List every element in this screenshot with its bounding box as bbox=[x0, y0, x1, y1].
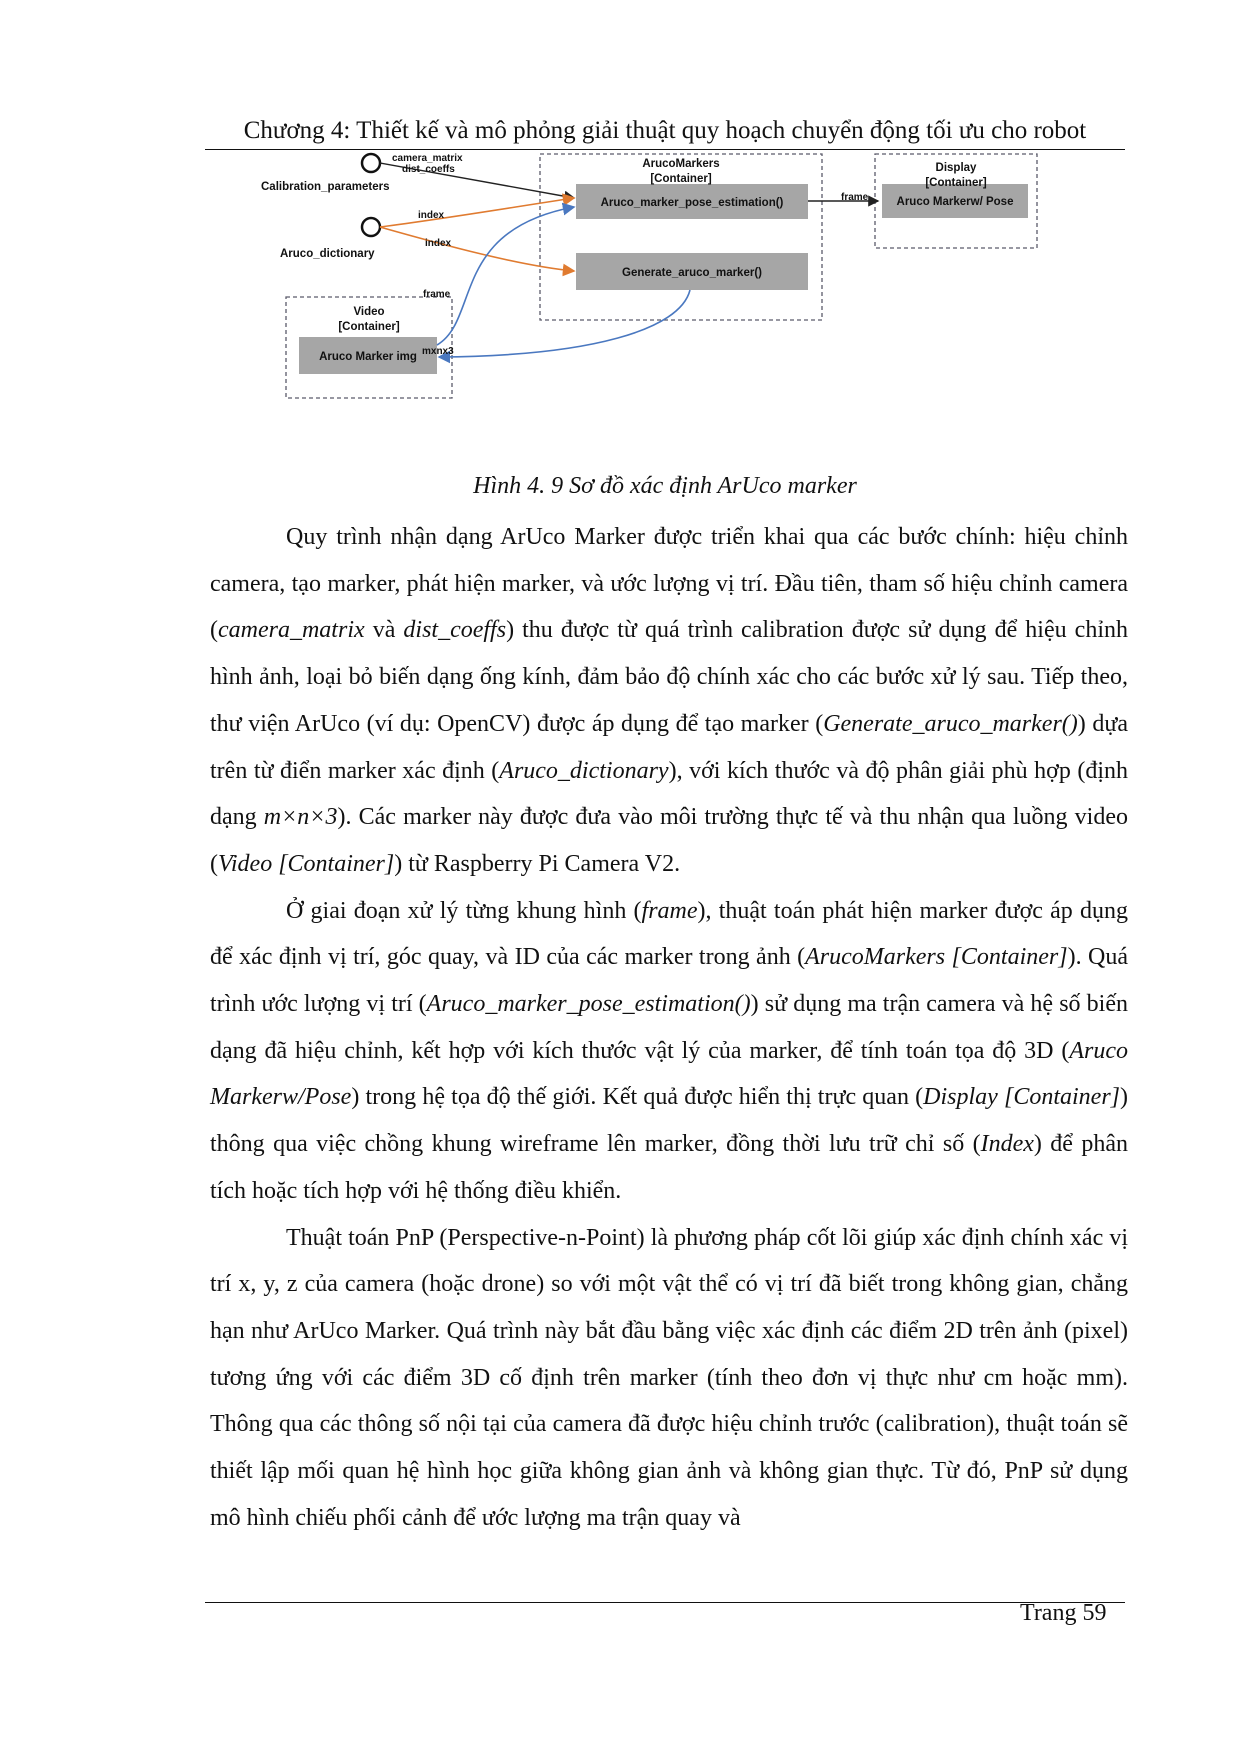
edge-label-frame-display: frame bbox=[841, 192, 869, 203]
frame-arrow-video bbox=[437, 207, 574, 345]
aruco-diagram bbox=[261, 153, 1060, 450]
edge-label-mxnx3: mxnx3 bbox=[422, 346, 454, 357]
calibration-label: Calibration_parameters bbox=[261, 181, 390, 193]
pose-estimation-label: Aruco_marker_pose_estimation() bbox=[600, 197, 784, 209]
edge-label-index-2: index bbox=[425, 238, 452, 249]
edge-label-dist-coeffs: dist_coeffs bbox=[402, 164, 455, 175]
calibration-node bbox=[362, 154, 380, 172]
diagram-svg bbox=[261, 153, 1060, 450]
footer-rule bbox=[205, 1602, 1125, 1603]
figure-caption: Hình 4. 9 Sơ đồ xác định ArUco marker bbox=[473, 473, 857, 499]
generate-marker-label: Generate_aruco_marker() bbox=[622, 267, 762, 279]
display-title: Display bbox=[935, 162, 977, 174]
index-arrow-2 bbox=[380, 227, 574, 271]
video-box-label: Aruco Marker img bbox=[319, 351, 417, 363]
paragraph-3: Thuật toán PnP (Perspective-n-Point) là phương pháp cốt lõi giúp xác định chính xác vị trí x, y, z của camera (hoặc drone) so với một vật thể có vị trí đã biết trong không gian, chẳng hạn như ArUco Marker. Quá trình này bắt đầu bằng việc xác định các điểm 2D trên ảnh (pixel) tương ứng với các điểm 3D cố định trên marker (tính theo đơn vị thực như cm hoặc mm). Thông qua các thông số nội tại của camera đã được hiệu chỉnh trước (calibration), thuật toán sẽ thiết lập mối quan hệ hình học giữa không gian ảnh và không gian thực. Từ đó, PnP sử dụng mô hình chiếu phối cảnh để ước lượng ma trận quay và bbox=[210, 1224, 1128, 1531]
arucomarkers-title: ArucoMarkers bbox=[642, 158, 720, 170]
index-arrow-1 bbox=[380, 198, 574, 227]
dictionary-node bbox=[362, 218, 380, 236]
mxnx3-arrow bbox=[439, 290, 690, 357]
video-title: Video bbox=[353, 306, 385, 318]
arucomarkers-subtitle: [Container] bbox=[650, 173, 712, 185]
edge-label-camera-matrix: camera_matrix bbox=[392, 153, 463, 164]
edge-label-frame-video: frame bbox=[423, 289, 451, 300]
page-number: Trang 59 bbox=[1020, 1600, 1107, 1626]
dictionary-label: Aruco_dictionary bbox=[280, 248, 375, 260]
display-subtitle: [Container] bbox=[925, 177, 987, 189]
paragraph-2: Ở giai đoạn xử lý từng khung hình (frame), thuật toán phát hiện marker được áp dụng để xác định vị trí, góc quay, và ID của các marker trong ảnh (ArucoMarkers [Container]). Quá trình ước lượng vị trí (Aruco_marker_pose_estimation()) sử dụng ma trận camera và hệ số biến dạng đã hiệu chỉnh, kết hợp với kích thước vật lý của marker, để tính toán tọa độ 3D (Aruco Markerw/Pose) trong hệ tọa độ thế giới. Kết quả được hiển thị trực quan (Display [Container]) thông qua việc chồng khung wireframe lên marker, đồng thời lưu trữ chỉ số (Index) để phân tích hoặc tích hợp với hệ thống điều khiển. bbox=[210, 897, 1129, 1204]
display-box-label: Aruco Markerw/ Pose bbox=[896, 196, 1014, 208]
paragraph-1: Quy trình nhận dạng ArUco Marker được triển khai qua các bước chính: hiệu chỉnh camera, tạo marker, phát hiện marker, và ước lượng vị trí. Đầu tiên, tham số hiệu chỉnh camera (camera_matrix và dist_coeffs) thu được từ quá trình calibration được sử dụng để hiệu chỉnh hình ảnh, loại bỏ biến dạng ống kính, đảm bảo độ chính xác cho các bước xử lý sau. Tiếp theo, thư viện ArUco (ví dụ: OpenCV) được áp dụng để tạo marker (Generate_aruco_marker()) dựa trên từ điển marker xác định (Aruco_dictionary), với kích thước và độ phân giải phù hợp (định dạng m×n×3). Các marker này được đưa vào môi trường thực tế và thu nhận qua luồng video (Video [Container]) từ Raspberry Pi Camera V2. bbox=[210, 524, 1128, 877]
body-text bbox=[210, 514, 1128, 1541]
video-subtitle: [Container] bbox=[338, 321, 400, 333]
page-header: Chương 4: Thiết kế và mô phỏng giải thuật quy hoạch chuyển động tối ưu cho robot bbox=[205, 117, 1125, 150]
edge-label-index-1: index bbox=[418, 210, 445, 221]
